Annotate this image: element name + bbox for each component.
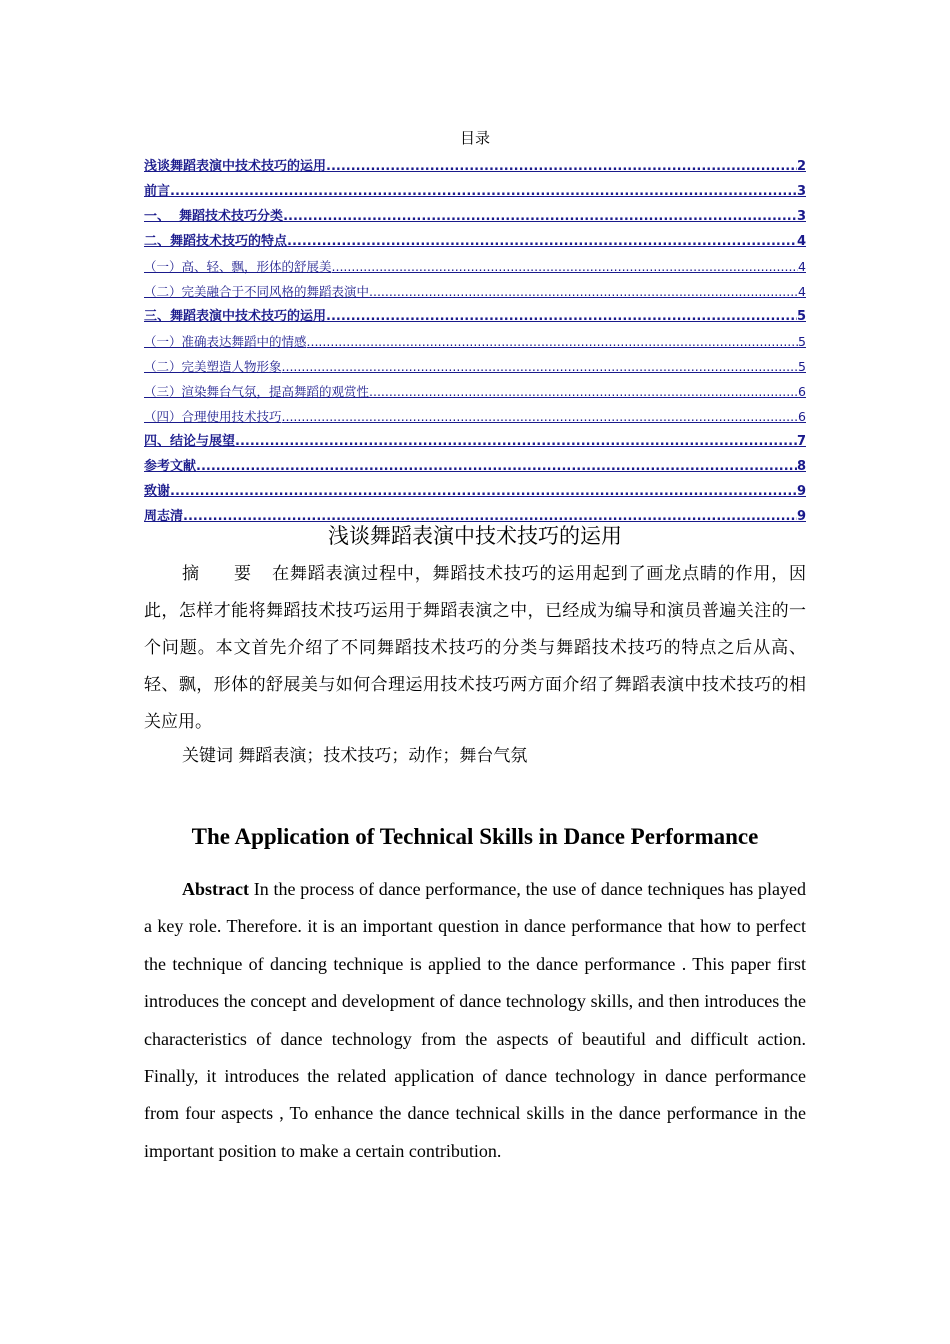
toc-entry-page: 4: [796, 234, 806, 249]
chinese-keywords: [182, 738, 806, 775]
chinese-keywords-text: 舞蹈表演；技术技巧；动作；舞台气氛: [238, 746, 528, 766]
toc-entry-label: 参考文献: [144, 459, 197, 474]
toc-entry[interactable]: [144, 426, 806, 451]
toc-entry[interactable]: [144, 376, 806, 401]
toc-entry[interactable]: [144, 251, 806, 276]
toc-entry[interactable]: [144, 326, 806, 351]
toc-entry-label: （四）合理使用技术技巧: [144, 409, 282, 424]
toc-entry-page: 3: [796, 184, 806, 199]
toc-entry[interactable]: [144, 276, 806, 301]
toc-entry-label: （二）完美融合于不同风格的舞蹈表演中: [144, 284, 370, 299]
toc-entry-page: 3: [796, 209, 806, 224]
toc-leader-dots: [196, 458, 797, 476]
toc-entry-page: 2: [796, 159, 806, 174]
toc-entry-label: 一、 舞蹈技术技巧分类: [144, 209, 284, 224]
chinese-abstract: [144, 556, 806, 741]
toc-entry-page: 4: [798, 259, 806, 274]
toc-leader-dots: [282, 358, 799, 376]
toc-leader-dots: [282, 408, 799, 426]
toc-leader-dots: [283, 208, 797, 226]
english-abstract-label: Abstract: [182, 879, 249, 899]
chinese-title: 浅谈舞蹈表演中技术技巧的运用: [328, 524, 622, 548]
toc-entry-label: 致谢: [144, 484, 171, 499]
toc-entry-page: 5: [798, 334, 806, 349]
toc-entry-label: 浅谈舞蹈表演中技术技巧的运用: [144, 159, 327, 174]
toc-entry[interactable]: [144, 201, 806, 226]
toc-entry[interactable]: [144, 351, 806, 376]
toc-entry-label: （一）高、轻、飘，形体的舒展美: [144, 259, 332, 274]
toc-entry[interactable]: [144, 476, 806, 501]
toc-entry-page: 5: [796, 309, 806, 324]
toc-leader-dots: [170, 183, 797, 201]
toc-title: 目录: [459, 129, 490, 147]
toc-leader-dots: [326, 308, 797, 326]
english-abstract-text: In the process of dance performance, the use of dance techniques has played a key role. Therefore. it is an important question in dance performance that how to perfect the technique of dancing technique is applied to the dance performance . This paper first introduces the concept and development of dance technology skills, and then introduces the characteristics of dance technology from the aspects of beautiful and difficult action. Finally, it introduces the related application of dance technology in dance performance from four aspects , To enhance the dance technical skills in the dance performance in the important position to make a certain contribution.: [144, 879, 806, 1161]
toc-leader-dots: [369, 283, 798, 301]
toc-leader-dots: [307, 333, 799, 351]
toc-entry-label: 周志清: [144, 509, 184, 524]
toc-leader-dots: [369, 383, 798, 401]
toc-leader-dots: [287, 233, 797, 251]
chinese-abstract-label: 摘 要: [182, 564, 266, 584]
toc-entry[interactable]: [144, 226, 806, 251]
toc-entry-page: 6: [798, 384, 806, 399]
toc-entry-label: （一）准确表达舞蹈中的情感: [144, 334, 307, 349]
toc-entry-label: （三）渲染舞台气氛，提高舞蹈的观赏性: [144, 384, 370, 399]
table-of-contents: [144, 151, 806, 526]
toc-entry-label: 四、结论与展望: [144, 434, 236, 449]
toc-entry-page: 9: [796, 484, 806, 499]
toc-entry-label: 二、舞蹈技术技巧的特点: [144, 234, 288, 249]
toc-entry-label: 三、舞蹈表演中技术技巧的运用: [144, 309, 327, 324]
chinese-keywords-label: 关键词: [182, 746, 233, 766]
toc-leader-dots: [235, 433, 797, 451]
toc-entry-label: 前言: [144, 184, 171, 199]
toc-leader-dots: [332, 258, 799, 276]
toc-entry-page: 8: [796, 459, 806, 474]
toc-leader-dots: [170, 483, 797, 501]
toc-entry[interactable]: [144, 151, 806, 176]
toc-leader-dots: [326, 158, 797, 176]
english-title: The Application of Technical Skills in Dance Performance: [191, 824, 759, 849]
chinese-abstract-text: 在舞蹈表演过程中，舞蹈技术技巧的运用起到了画龙点睛的作用，因此，怎样才能将舞蹈技术技巧运用于舞蹈表演之中，已经成为编导和演员普遍关注的一个问题。本文首先介绍了不同舞蹈技术技巧的分类与舞蹈技术技巧的特点之后从高、轻、飘，形体的舒展美与如何合理运用技术技巧两方面介绍了舞蹈表演中技术技巧的相关应用。: [144, 564, 807, 732]
toc-entry[interactable]: [144, 176, 806, 201]
toc-entry-page: 9: [796, 509, 806, 524]
toc-entry-page: 7: [796, 434, 806, 449]
toc-entry[interactable]: [144, 301, 806, 326]
toc-entry-page: 4: [798, 284, 806, 299]
english-abstract: [144, 871, 806, 1170]
toc-entry[interactable]: [144, 401, 806, 426]
toc-entry-page: 6: [798, 409, 806, 424]
toc-entry-label: （二）完美塑造人物形象: [144, 359, 282, 374]
toc-entry[interactable]: [144, 451, 806, 476]
toc-entry-page: 5: [798, 359, 806, 374]
